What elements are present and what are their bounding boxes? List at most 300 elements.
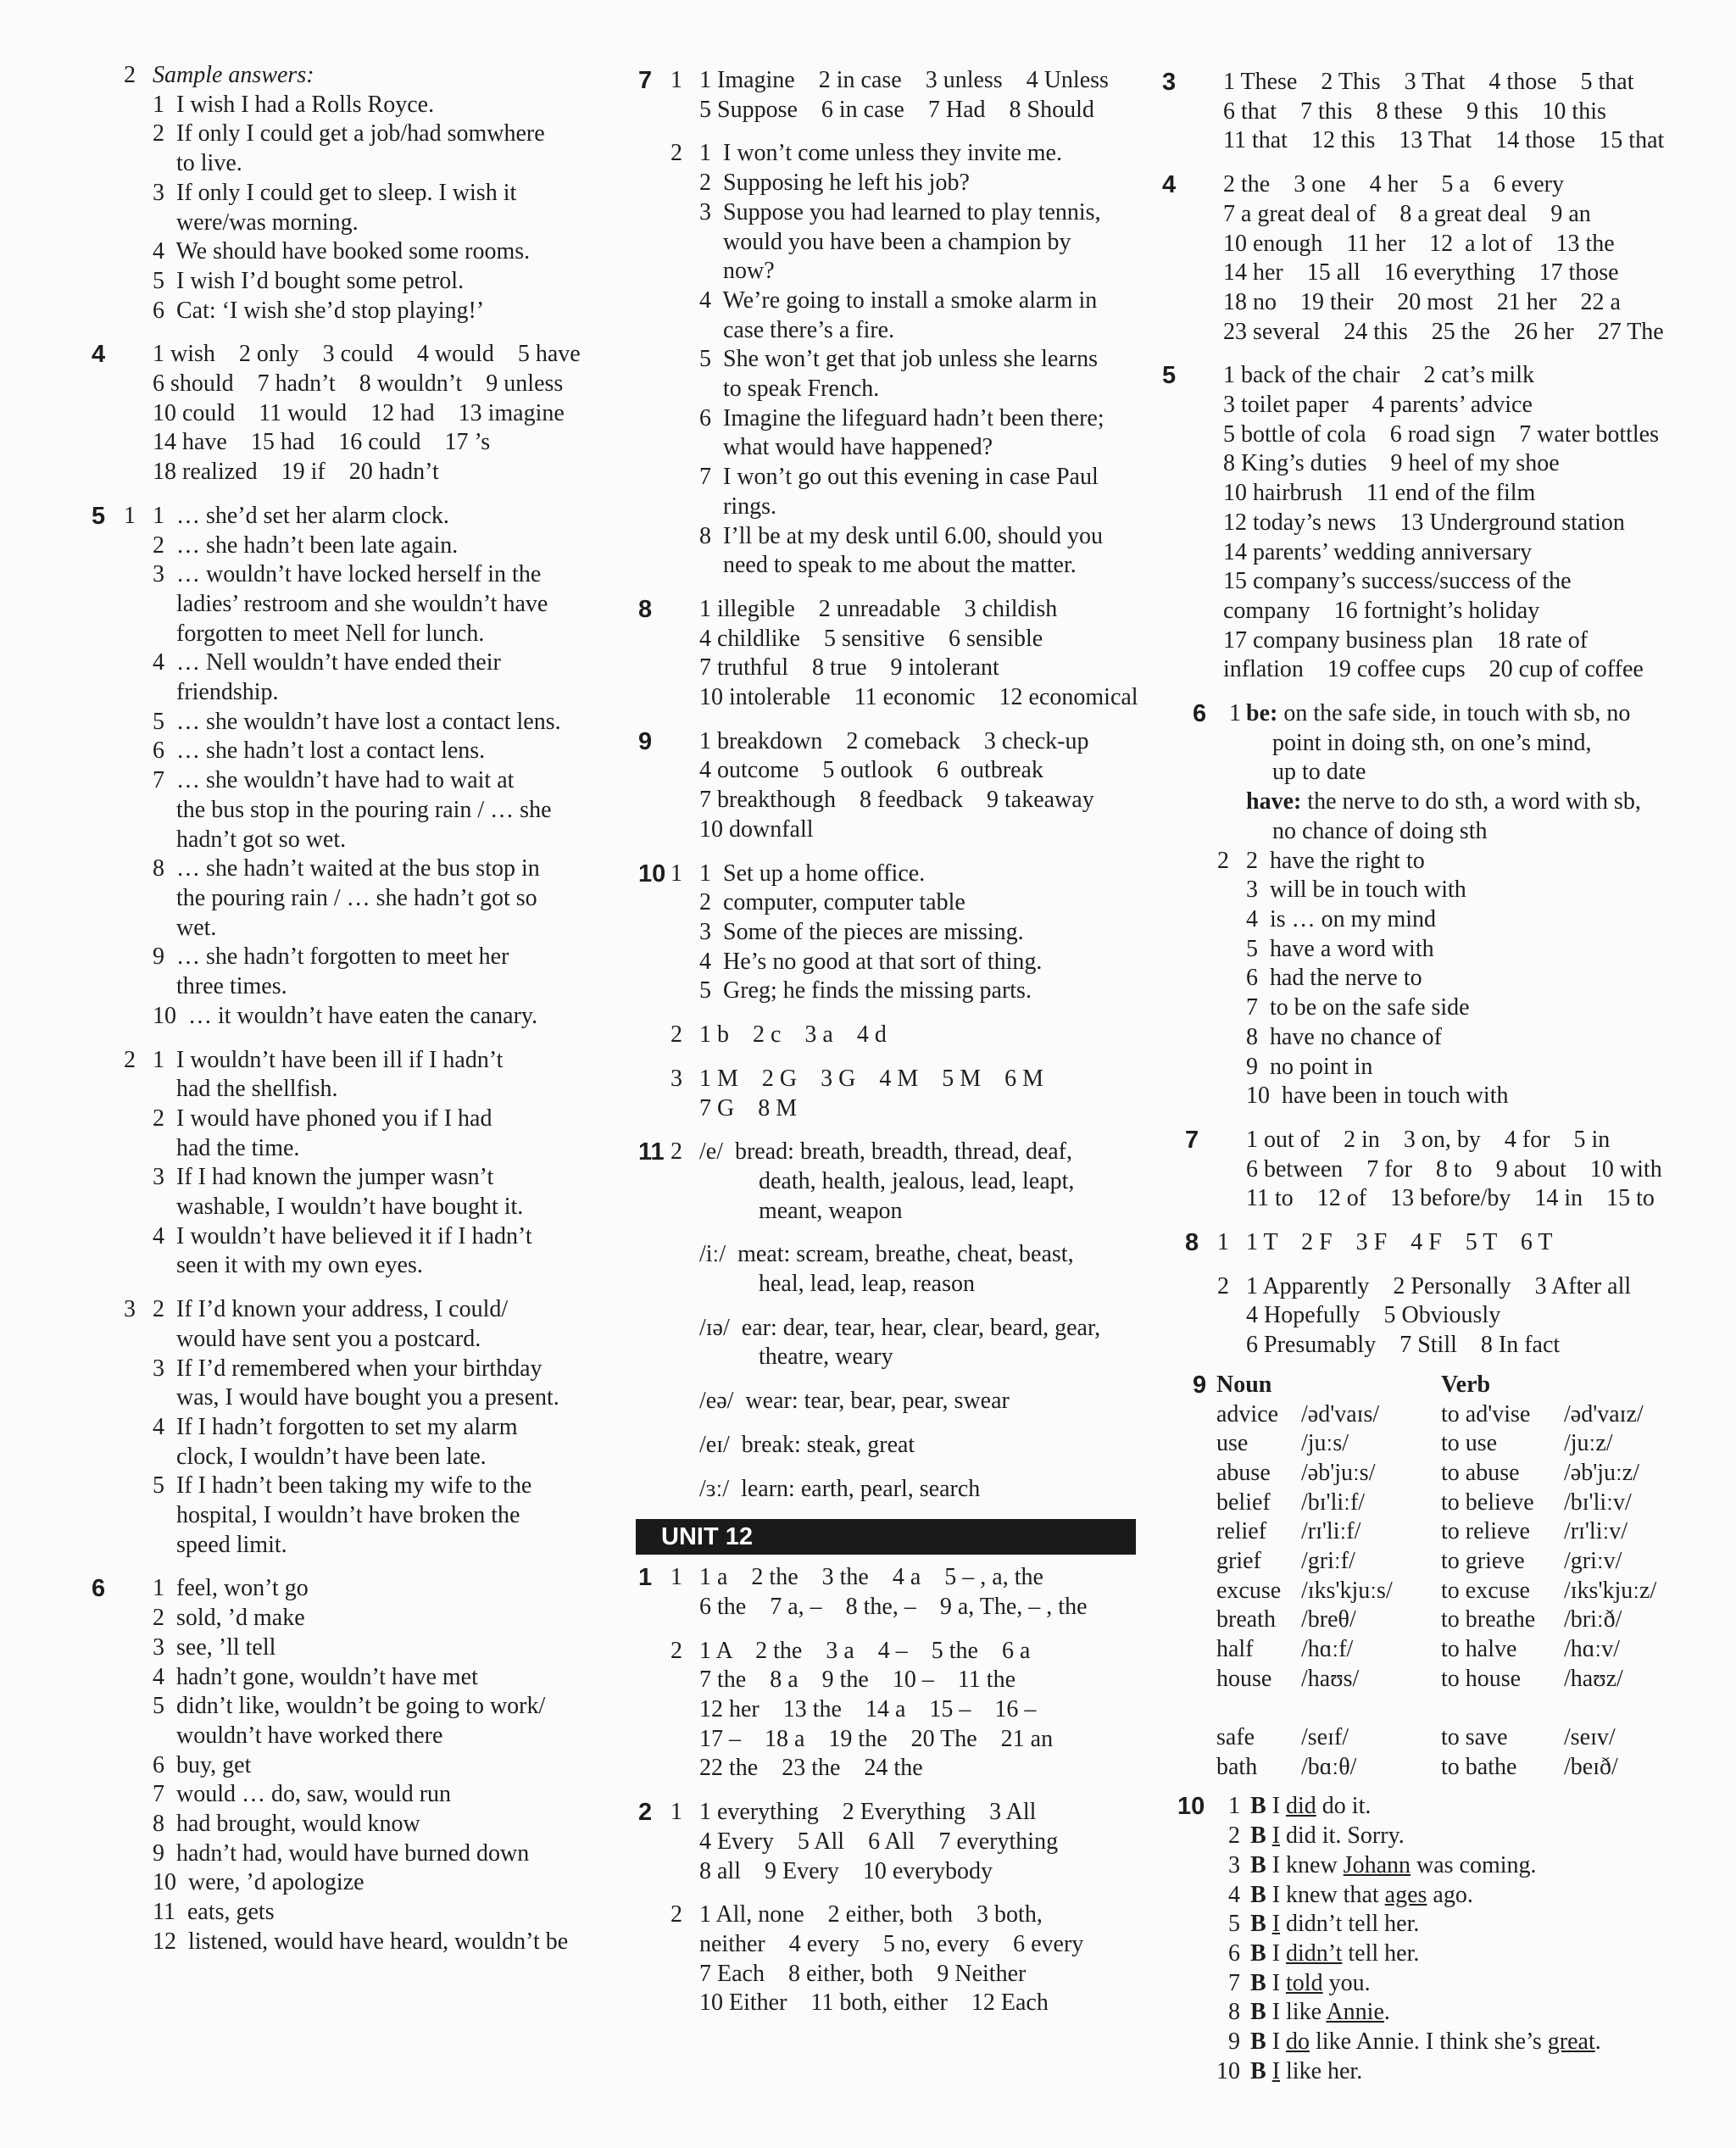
answer-text: 3 Suppose you had learned to play tennis, <box>699 198 1101 225</box>
answer-text: /eɪ/ break: steak, great <box>699 1431 915 1458</box>
answer-text: 17 company business plan 18 rate of <box>1223 626 1589 654</box>
answer-line <box>640 492 1182 522</box>
answer-line <box>1182 993 1725 1023</box>
answer-line <box>0 1751 627 1781</box>
answer-text: 8 … she hadn’t waited at the bus stop in <box>153 855 540 882</box>
answer-line <box>0 1472 627 1501</box>
answer-line <box>0 796 627 826</box>
answer-text: 10 were, ’d apologize <box>153 1869 364 1896</box>
part-number: 2 <box>1217 847 1229 874</box>
speaker-label: B <box>1250 1881 1266 1908</box>
answer-text: rings. <box>699 492 776 520</box>
noun-pron-cell: /hɑːf/ <box>1301 1636 1354 1663</box>
unit12-answers-right-mid <box>1182 847 1725 1361</box>
exercise-number: 4 <box>92 341 106 369</box>
exercise-9-table <box>1182 1371 1725 1783</box>
answer-line <box>640 654 1182 683</box>
stressed-word: Johann <box>1343 1851 1410 1878</box>
spacer <box>1182 1782 1725 1792</box>
answer-text: 3 If I had known the jumper wasn’t <box>153 1164 494 1191</box>
answer-line <box>1182 817 1725 847</box>
answer-text: 5 didn’t like, wouldn’t be going to work/ <box>153 1693 546 1720</box>
answer-line <box>1182 1272 1725 1302</box>
answer-text: 10 … it wouldn’t have eaten the canary. <box>153 1002 538 1029</box>
exercise-number: 8 <box>1185 1229 1199 1257</box>
answer-text: 3 Some of the pieces are missing. <box>699 918 1024 945</box>
answer-line <box>640 1900 1182 1930</box>
answer-line <box>0 826 627 855</box>
answer-line <box>640 169 1182 198</box>
exercise-number: 10 <box>1177 1793 1205 1821</box>
answer-text: clock, I wouldn’t have been late. <box>153 1443 487 1470</box>
answer-text: 22 the 23 the 24 the <box>699 1755 923 1782</box>
part-number: 1 <box>1217 1229 1229 1256</box>
answer-line <box>640 595 1182 625</box>
answer-text: 10 hairbrush 11 end of the film <box>1223 480 1536 507</box>
answer-text: 5 If I hadn’t been taking my wife to the <box>153 1472 532 1500</box>
answer-text: ladies’ restroom and she wouldn’t have <box>153 590 548 617</box>
spacer <box>0 1032 627 1046</box>
answer-text: 6 had the nerve to <box>1246 965 1422 992</box>
item-number: 6 <box>1228 1939 1240 1967</box>
answer-line <box>1182 1851 1725 1881</box>
answer-text: 2 … she hadn’t been late again. <box>153 531 459 559</box>
answer-line <box>1182 449 1725 479</box>
answer-line <box>0 854 627 884</box>
answer-text: 4 Hopefully 5 Obviously <box>1246 1302 1501 1329</box>
answer-text: 4 If I hadn’t forgotten to set my alarm <box>153 1413 518 1440</box>
answer-text: 1 Set up a home office. <box>699 860 926 887</box>
answer-line <box>0 237 627 267</box>
answer-text: 5 bottle of cola 6 road sign 7 water bottles <box>1223 420 1659 448</box>
answer-text: inflation 19 coffee cups 20 cup of coffee <box>1223 656 1644 683</box>
answer-line <box>1182 699 1725 729</box>
answer-line <box>1182 1228 1725 1258</box>
answer-text: 7 to be on the safe side <box>1246 994 1470 1021</box>
answer-line <box>0 914 627 943</box>
table-row <box>1182 1547 1725 1577</box>
answer-line <box>640 257 1182 287</box>
spacer <box>0 326 627 340</box>
answer-text: forgotten to meet Nell for lunch. <box>153 620 485 647</box>
item-number: 1 <box>1228 1793 1240 1820</box>
answer-text: 10 intolerable 11 economic 12 economical <box>699 684 1138 711</box>
answer-text: B I didn’t tell her. <box>1250 1939 1420 1967</box>
answer-text: no chance of doing sth <box>1272 817 1488 844</box>
answer-text: 15 company’s success/success of the <box>1223 568 1572 595</box>
answer-line <box>1182 729 1725 759</box>
answer-text: 7 breakthough 8 feedback 9 takeaway <box>699 787 1094 814</box>
answer-text: 1 Imagine 2 in case 3 unless 4 Unless <box>699 67 1109 93</box>
answer-line <box>1182 318 1725 348</box>
answer-text: 5 I wish I’d bought some petrol. <box>153 267 465 294</box>
answer-text: B I like Annie. <box>1250 1999 1390 2026</box>
stressed-word: great <box>1547 2028 1595 2056</box>
exercise-number: 5 <box>92 502 106 530</box>
answer-text: 6 should 7 hadn’t 8 wouldn’t 9 unless <box>153 370 564 398</box>
answer-text: 5 Greg; he finds the missing parts. <box>699 977 1032 1004</box>
answer-line <box>1182 126 1725 156</box>
part-number: 1 <box>1229 700 1241 727</box>
answer-line <box>0 340 627 370</box>
answer-line <box>1182 230 1725 259</box>
part-number: 2 <box>670 1138 682 1166</box>
answer-text: 14 have 15 had 16 could 17 ’s <box>153 429 491 456</box>
answer-line <box>0 1105 627 1134</box>
answer-text: heal, lead, leap, reason <box>699 1271 975 1298</box>
answer-text: 1 I wish I had a Rolls Royce. <box>153 91 435 118</box>
answer-text: 1 Apparently 2 Personally 3 After all <box>1246 1272 1632 1299</box>
answer-line <box>1162 170 1725 200</box>
answer-line <box>1182 420 1725 450</box>
answer-text: the nerve to do sth, a word with sb, <box>1307 788 1641 815</box>
answer-line <box>0 1002 627 1032</box>
answer-line <box>0 1692 627 1722</box>
answer-line <box>1182 1998 1725 2028</box>
speaker-label: B <box>1250 2057 1266 2084</box>
answer-text: 4 is … on my mind <box>1246 905 1437 932</box>
answer-text: 4 Every 5 All 6 All 7 everything <box>699 1828 1059 1855</box>
speaker-label: B <box>1250 1822 1266 1850</box>
answer-line <box>640 433 1182 463</box>
answer-text: 11 that 12 this 13 That 14 those 15 that <box>1223 127 1665 154</box>
answer-text: 14 parents’ wedding anniversary <box>1223 538 1533 565</box>
answer-text: 14 her 15 all 16 everything 17 those <box>1223 259 1619 287</box>
answer-text: had the time. <box>153 1134 300 1161</box>
table-row <box>1182 1753 1725 1783</box>
answer-text: 1 illegible 2 unreadable 3 childish <box>699 595 1058 622</box>
answer-line <box>1182 905 1725 935</box>
verb-cell: to save <box>1441 1724 1508 1751</box>
stressed-word: did <box>1286 1793 1316 1820</box>
answer-line <box>0 1295 627 1325</box>
answer-text: 1 M 2 G 3 G 4 M 5 M 6 M <box>699 1065 1044 1092</box>
noun-cell: belief <box>1216 1489 1271 1516</box>
answer-line <box>640 1857 1182 1887</box>
answer-line <box>1182 1053 1725 1082</box>
answer-line <box>0 267 627 297</box>
answer-line <box>1182 1023 1725 1053</box>
noun-pron-cell: /breθ/ <box>1301 1606 1356 1633</box>
column-right <box>1162 68 1725 2086</box>
answer-line <box>0 1163 627 1193</box>
answer-line <box>1182 597 1725 626</box>
answer-text: what would have happened? <box>699 434 993 461</box>
verb-pron-cell: /beɪð/ <box>1564 1753 1618 1780</box>
spacer <box>640 1050 1182 1065</box>
answer-line <box>1182 509 1725 538</box>
speaker-label: B <box>1250 1939 1266 1967</box>
answer-line <box>640 375 1182 404</box>
item-number: 3 <box>1228 1851 1240 1878</box>
exercise-number: 10 <box>638 860 666 888</box>
answer-text: would you have been a champion by <box>699 228 1071 255</box>
answer-text: 1 everything 2 Everything 3 All <box>699 1799 1037 1826</box>
part-number: 1 <box>124 502 136 529</box>
answer-text: 4 We should have booked some rooms. <box>153 238 531 265</box>
answer-line <box>0 1046 627 1076</box>
answer-text: speed limit. <box>153 1531 287 1558</box>
part-number: 3 <box>670 1065 682 1092</box>
answer-line <box>0 1928 627 1957</box>
answer-text: 12 her 13 the 14 a 15 – 16 – <box>699 1696 1037 1723</box>
answer-text: 23 several 24 this 25 the 26 her 27 The <box>1223 318 1664 345</box>
answer-line <box>1182 1910 1725 1939</box>
unit12-answers-middle <box>640 1563 1182 2018</box>
answer-text: case there’s a fire. <box>699 316 895 343</box>
unit-heading: UNIT 12 <box>636 1519 1136 1555</box>
answer-text: 10 enough 11 her 12 a lot of 13 the <box>1223 230 1615 257</box>
answer-text: 1 I won’t come unless they invite me. <box>699 140 1062 167</box>
verb-pron-cell: /əd'vaɪz/ <box>1564 1400 1644 1427</box>
table-row <box>1182 1429 1725 1459</box>
answer-text: 18 realized 19 if 20 hadn’t <box>153 459 439 486</box>
spacer <box>0 1281 627 1295</box>
answer-text: wouldn’t have worked there <box>153 1722 443 1749</box>
noun-pron-cell: /griːf/ <box>1301 1547 1355 1574</box>
exercise-number: 11 <box>638 1138 665 1166</box>
answer-line <box>1182 1939 1725 1969</box>
answer-line <box>1182 1126 1725 1155</box>
answer-text: B I knew Johann was coming. <box>1250 1851 1537 1878</box>
part-number: 2 <box>670 1901 682 1928</box>
answer-text: 9 no point in <box>1246 1053 1373 1080</box>
exercise-number: 8 <box>638 595 653 623</box>
answer-line <box>640 1828 1182 1857</box>
answer-line <box>640 727 1182 757</box>
answer-line <box>640 1167 1182 1197</box>
answer-line <box>1182 567 1725 597</box>
answer-text: 8 King’s duties 9 heel of my shoe <box>1223 450 1560 477</box>
answer-line <box>0 1501 627 1531</box>
verb-cell: to grieve <box>1441 1547 1525 1574</box>
answer-text: 3 If I’d remembered when your birthday <box>153 1355 542 1382</box>
speaker-label: B <box>1250 1851 1266 1878</box>
answer-line <box>0 1663 627 1693</box>
answer-text: 4 childlike 5 sensitive 6 sensible <box>699 625 1043 652</box>
answer-line <box>0 1633 627 1663</box>
answer-line <box>1182 1155 1725 1185</box>
answer-text: 7 I won’t go out this evening in case Paul <box>699 464 1099 491</box>
answer-line <box>640 977 1182 1006</box>
part-number: 2 <box>670 140 682 167</box>
speaker-label: B <box>1250 1999 1266 2026</box>
verb-cell: to halve <box>1441 1636 1517 1663</box>
verb-cell: to house <box>1441 1665 1522 1692</box>
noun-cell: house <box>1216 1665 1272 1692</box>
answer-line <box>0 766 627 796</box>
answer-line <box>1182 964 1725 993</box>
exercise-number: 9 <box>1193 1371 1207 1399</box>
noun-cell: half <box>1216 1636 1254 1663</box>
answer-line <box>0 209 627 238</box>
answer-line <box>0 1722 627 1751</box>
answer-text: three times. <box>153 973 287 1000</box>
answer-text: /iː/ meat: scream, breathe, cheat, beast, <box>699 1241 1074 1268</box>
stressed-word: do <box>1286 2028 1310 2056</box>
answer-text: 1 T 2 F 3 F 4 F 5 T 6 T <box>1246 1229 1553 1256</box>
part-number: 2 <box>670 1021 682 1049</box>
verb-cell: to bathe <box>1441 1753 1517 1780</box>
answer-line <box>0 1898 627 1928</box>
verb-cell: to excuse <box>1441 1577 1530 1604</box>
answer-text: 7 truthful 8 true 9 intolerant <box>699 654 999 682</box>
answer-line <box>640 1387 1182 1416</box>
answer-line <box>640 1138 1182 1167</box>
exercise-10-answers <box>1177 1792 1725 2086</box>
answer-line <box>640 345 1182 375</box>
answer-line <box>640 1197 1182 1227</box>
spacer <box>1182 1111 1725 1126</box>
answer-line <box>1182 259 1725 288</box>
answer-line <box>640 96 1182 125</box>
spacer <box>0 1560 627 1574</box>
answer-text: to speak French. <box>699 376 880 403</box>
verb-pron-cell: /seɪv/ <box>1564 1724 1616 1751</box>
item-number: 8 <box>1228 1999 1240 2026</box>
answer-line <box>0 1443 627 1472</box>
answer-text: B I knew that ages ago. <box>1250 1881 1473 1908</box>
answer-text: had the shellfish. <box>153 1076 338 1103</box>
answer-line <box>0 678 627 708</box>
answer-text: 6 Cat: ‘I wish she’d stop playing!’ <box>153 297 485 324</box>
answer-text: 4 outcome 5 outlook 6 outbreak <box>699 757 1043 784</box>
spacer <box>640 1372 1182 1387</box>
answer-line <box>1182 1082 1725 1111</box>
answer-line <box>0 297 627 326</box>
exercise-number: 4 <box>1162 171 1177 199</box>
spacer <box>640 1886 1182 1900</box>
table-row <box>1182 1635 1725 1665</box>
exercise-number: 3 <box>1162 69 1177 96</box>
spacer <box>1182 1258 1725 1272</box>
answer-text: 6 the 7 a, – 8 the, – 9 a, The, – , the <box>699 1593 1088 1620</box>
answer-line <box>0 370 627 399</box>
answer-text: 6 that 7 this 8 these 9 this 10 this <box>1223 97 1606 125</box>
answer-text: /ɪə/ ear: dear, tear, hear, clear, beard, gear, <box>699 1314 1101 1341</box>
table-row <box>1182 1400 1725 1430</box>
item-number: 9 <box>1228 2028 1240 2056</box>
spacer <box>640 1416 1182 1431</box>
answer-text: B I told you. <box>1250 1969 1371 1996</box>
spacer <box>640 1299 1182 1314</box>
answer-text: 2 If only I could get a job/had somwhere <box>153 120 545 147</box>
answer-line <box>1182 1301 1725 1331</box>
answer-text: 8 all 9 Every 10 everybody <box>699 1857 993 1884</box>
spacer <box>640 581 1182 595</box>
noun-pron-cell: /əb'juːs/ <box>1301 1459 1376 1486</box>
answer-line <box>640 551 1182 581</box>
answer-line <box>0 61 627 91</box>
answer-text: the bus stop in the pouring rain / … she <box>153 796 552 823</box>
answer-line <box>0 91 627 120</box>
answer-line <box>640 316 1182 346</box>
answer-line <box>1182 391 1725 420</box>
answer-line <box>0 1251 627 1281</box>
answer-text: 1 breakdown 2 comeback 3 check-up <box>699 727 1089 754</box>
exercise-number: 1 <box>638 1564 653 1592</box>
noun-pron-cell: /seɪf/ <box>1301 1724 1349 1751</box>
spacer <box>1182 156 1725 170</box>
verb-cell: to breathe <box>1441 1606 1536 1633</box>
spacer <box>640 1123 1182 1138</box>
answer-line <box>640 1593 1182 1622</box>
noun-cell: safe <box>1216 1724 1255 1751</box>
answer-text: 1 All, none 2 either, both 3 both, <box>699 1901 1043 1928</box>
answer-line <box>0 708 627 737</box>
answer-line <box>0 590 627 620</box>
noun-cell: grief <box>1216 1547 1261 1574</box>
answer-text: 7 Each 8 either, both 9 Neither <box>699 1960 1027 1987</box>
part-number: 2 <box>670 1637 682 1664</box>
answer-text: 2 have the right to <box>1246 847 1425 874</box>
answer-line <box>0 1868 627 1898</box>
table-row <box>1182 1517 1725 1547</box>
answer-text: 6 … she hadn’t lost a contact lens. <box>153 737 486 765</box>
answer-line <box>0 560 627 590</box>
answer-line <box>640 918 1182 948</box>
answer-line <box>0 1134 627 1164</box>
verb-cell: to relieve <box>1441 1518 1530 1545</box>
verb-pron-cell: /griːv/ <box>1564 1547 1622 1574</box>
stressed-word: I <box>1271 2057 1281 2084</box>
answer-text: 5 … she wouldn’t have lost a contact lens. <box>153 708 561 735</box>
answer-text: the pouring rain / … she hadn’t got so <box>153 884 537 911</box>
answer-text: 2 sold, ’d make <box>153 1605 305 1632</box>
answer-text: 4 We’re going to install a smoke alarm in <box>699 287 1098 314</box>
answer-line <box>0 648 627 678</box>
answer-text: 4 hadn’t gone, wouldn’t have met <box>153 1663 478 1690</box>
answer-text: 2 Supposing he left his job? <box>699 170 970 197</box>
part-number: 2 <box>124 1046 136 1073</box>
answer-text: 1 I wouldn’t have been ill if I hadn’t <box>153 1046 504 1073</box>
verb-pron-cell: /əb'juːz/ <box>1564 1459 1640 1486</box>
verb-header: Verb <box>1441 1371 1491 1398</box>
answer-line <box>0 1810 627 1839</box>
answer-text: 18 no 19 their 20 most 21 her 22 a <box>1223 288 1621 315</box>
answer-text: /ɜː/ learn: earth, pearl, search <box>699 1475 981 1502</box>
spacer <box>640 1784 1182 1798</box>
spacer <box>640 1226 1182 1240</box>
answer-text: company 16 fortnight’s holiday <box>1223 597 1540 624</box>
answer-line <box>0 399 627 429</box>
answer-line <box>0 531 627 561</box>
answer-line <box>640 404 1182 434</box>
spacer <box>640 1622 1182 1637</box>
answer-text: hadn’t got so wet. <box>153 826 347 853</box>
answer-line <box>1182 935 1725 965</box>
stressed-word: I <box>1271 1911 1281 1938</box>
answer-text: 1 back of the chair 2 cat’s milk <box>1223 362 1534 389</box>
answer-text: Sample answers: <box>153 62 314 88</box>
answer-line <box>640 66 1182 96</box>
answer-line <box>0 149 627 179</box>
answer-text: neither 4 every 5 no, every 6 every <box>699 1930 1084 1957</box>
verb-pron-cell: /juːz/ <box>1564 1430 1613 1457</box>
table-row <box>1182 1694 1725 1723</box>
verb-pron-cell: /hɑːv/ <box>1564 1636 1620 1663</box>
spacer <box>640 125 1182 139</box>
answer-text: 8 I’ll be at my desk until 6.00, should you <box>699 522 1103 549</box>
answer-line <box>1182 2057 1725 2087</box>
column-left <box>0 61 627 1957</box>
answer-text: up to date <box>1272 759 1366 786</box>
answer-text: 7 … she wouldn’t have had to wait at <box>153 767 515 794</box>
answer-text: now? <box>699 258 775 285</box>
spacer <box>640 713 1182 727</box>
answer-text: 12 today’s news 13 Underground station <box>1223 509 1625 536</box>
answer-line <box>1182 1822 1725 1851</box>
